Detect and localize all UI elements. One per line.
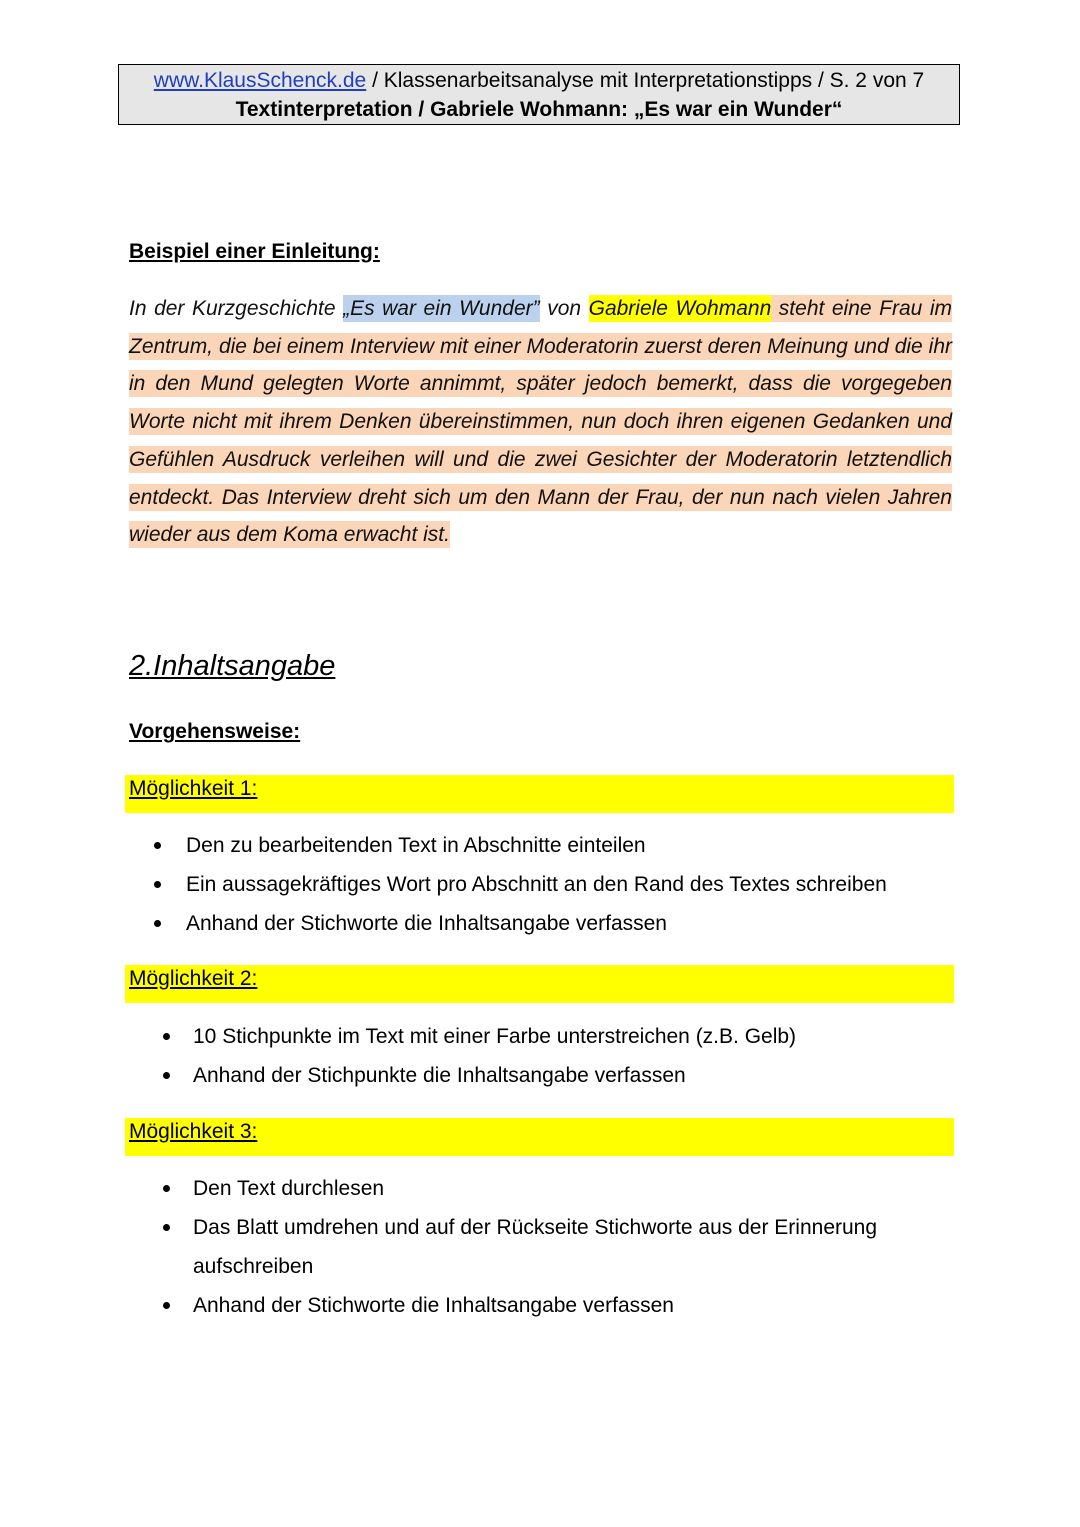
- procedure-heading: Vorgehensweise:: [129, 720, 301, 743]
- list-item: Anhand der Stichworte die Inhaltsangabe verfassen: [186, 904, 966, 943]
- website-link[interactable]: www.KlausSchenck.de: [153, 69, 367, 92]
- list-item: 10 Stichpunkte im Text mit einer Farbe unterstreichen (z.B. Gelb): [193, 1017, 973, 1056]
- bullet-icon: [154, 842, 161, 849]
- option-1-list: [186, 826, 966, 943]
- list-item: Das Blatt umdrehen und auf der Rückseite Stichworte aus der Erinnerung aufschreiben: [193, 1208, 933, 1286]
- bullet-icon: [163, 1072, 170, 1079]
- list-item: Anhand der Stichpunkte die Inhaltsangabe verfassen: [193, 1056, 973, 1095]
- option-1-bar: [125, 775, 954, 813]
- bullet-icon: [163, 1185, 170, 1192]
- bullet-icon: [154, 881, 161, 888]
- bullet-icon: [163, 1302, 170, 1309]
- chapter-title: 2.Inhaltsangabe: [129, 650, 336, 682]
- bullet-icon: [154, 920, 161, 927]
- list-item: Den Text durchlesen: [193, 1169, 933, 1208]
- intro-text-part-3: steht eine Frau im Zentrum, die bei einem Interview mit einer Moderatorin zuerst deren Meinung und die ihr in den Mund gelegten Worte annimmt, später jedoch bemerkt, dass die vorgegeben Worte nicht mit ihrem Denken übereinstimmen, nun doch ihren eigenen Gedanken und Gefühlen Ausdruck verleihen will und die zwei Gesichter der Moderatorin letztendlich entdeckt. Das Interview dreht sich um den Mann der Frau, der nun nach vielen Jahren wieder aus dem Koma erwacht ist.: [129, 297, 953, 547]
- header-line-2: Textinterpretation / Gabriele Wohmann: „Es war ein Wunder“: [235, 98, 843, 121]
- bullet-icon: [163, 1033, 170, 1040]
- header-line-1: [119, 66, 959, 95]
- header-line-1-text: / Klassenarbeitsanalyse mit Interpretationstipps / S. 2 von 7: [366, 69, 925, 92]
- intro-text-part-1: In der Kurzgeschichte: [129, 297, 344, 320]
- list-item: Den zu bearbeitenden Text in Abschnitte einteilen: [186, 826, 966, 865]
- bullet-icon: [163, 1224, 170, 1231]
- list-item: Ein aussagekräftiges Wort pro Abschnitt an den Rand des Textes schreiben: [186, 865, 966, 904]
- option-3-bar: [125, 1118, 954, 1156]
- list-item: Anhand der Stichworte die Inhaltsangabe verfassen: [193, 1286, 933, 1325]
- option-2-list: [193, 1017, 973, 1095]
- author-highlight: Gabriele Wohmann: [588, 297, 772, 320]
- intro-text-part-2: von: [539, 297, 589, 320]
- option-1-label: Möglichkeit 1:: [129, 777, 258, 800]
- option-3-label: Möglichkeit 3:: [129, 1120, 258, 1143]
- option-2-label: Möglichkeit 2:: [129, 967, 258, 990]
- intro-heading: Beispiel einer Einleitung:: [129, 240, 380, 263]
- story-title-highlight: „Es war ein Wunder”: [343, 297, 540, 320]
- option-3-list: [193, 1169, 933, 1325]
- intro-paragraph: [129, 290, 952, 554]
- option-2-bar: [125, 965, 954, 1003]
- page-header: [118, 64, 960, 125]
